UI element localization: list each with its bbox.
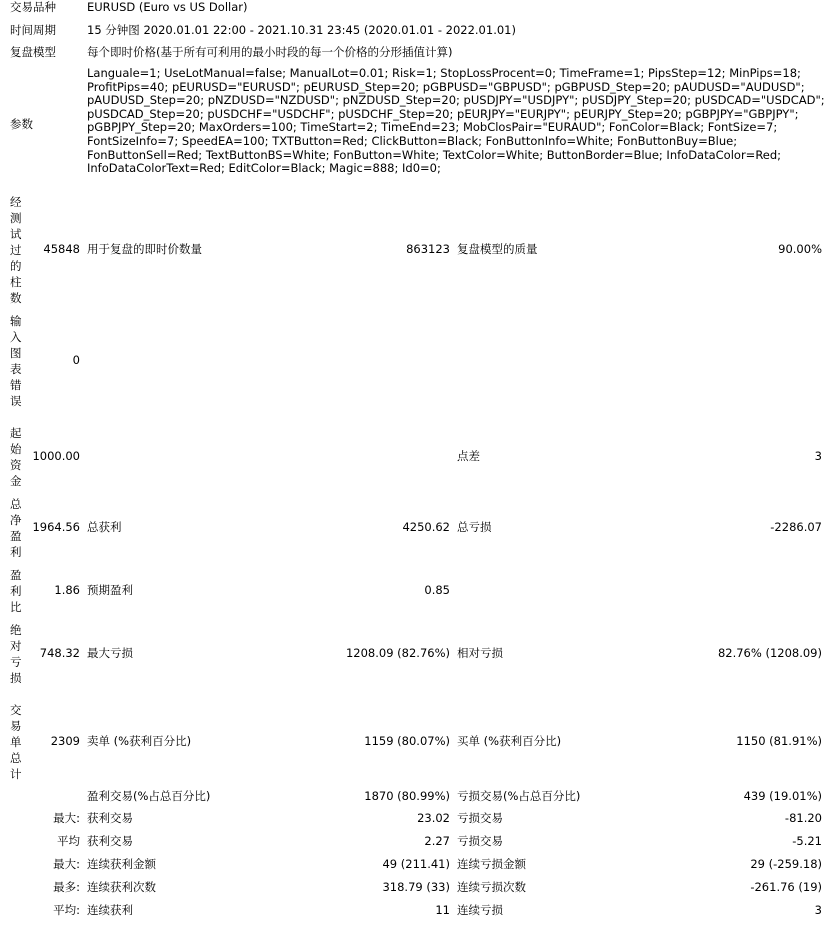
errors-value: 0 — [72, 353, 80, 367]
bars-value: 45848 — [43, 242, 80, 256]
deposit-value: 1000.00 — [32, 449, 80, 463]
short-positions-label: 卖单 (%获利百分比) — [87, 734, 192, 748]
average-prefix: 平均 — [57, 834, 80, 848]
average-profit-label: 获利交易 — [87, 834, 133, 848]
relative-drawdown-label: 相对亏损 — [457, 646, 503, 660]
absolute-drawdown-value: 748.32 — [39, 646, 80, 660]
max-consecutive-losses-label: 连续亏损金额 — [457, 857, 526, 871]
symbol-value: EURUSD (Euro vs US Dollar) — [87, 0, 248, 14]
largest-prefix: 最大: — [53, 811, 80, 825]
long-positions-label: 买单 (%获利百分比) — [457, 734, 562, 748]
short-positions-value: 1159 (80.07%) — [364, 734, 450, 748]
expected-payoff-value: 0.85 — [424, 583, 450, 597]
largest-loss-label: 亏损交易 — [457, 811, 503, 825]
quality-value: 90.00% — [778, 242, 822, 256]
profit-trades-value: 1870 (80.99%) — [364, 789, 450, 803]
expected-payoff-label: 预期盈利 — [87, 583, 133, 597]
max-consecutive-losses-value: 29 (-259.18) — [750, 857, 822, 871]
profit-factor-label: 盈利比 — [10, 568, 22, 614]
largest-loss-value: -81.20 — [784, 811, 822, 825]
net-profit-value: 1964.56 — [32, 520, 80, 534]
loss-trades-value: 439 (19.01%) — [743, 789, 822, 803]
spread-label: 点差 — [457, 449, 480, 463]
total-trades-label: 交易单总计 — [10, 703, 22, 781]
maximal-consecutive-profit-value: 318.79 (33) — [382, 880, 450, 894]
max-consecutive-wins-label: 连续获利金额 — [87, 857, 156, 871]
total-trades-value: 2309 — [50, 734, 80, 748]
profit-trades-label: 盈利交易(%占总百分比) — [87, 789, 211, 803]
maximal-consecutive-loss-label: 连续亏损次数 — [457, 880, 526, 894]
gross-profit-label: 总获利 — [87, 520, 122, 534]
ticks-value: 863123 — [406, 242, 450, 256]
period-label: 时间周期 — [10, 23, 56, 37]
errors-label: 输入图表错误 — [10, 314, 22, 408]
maximal-consecutive-loss-value: -261.76 (19) — [750, 880, 822, 894]
maximal-consecutive-prefix: 最多: — [53, 880, 80, 894]
maximal-consecutive-profit-label: 连续获利次数 — [87, 880, 156, 894]
largest-profit-value: 23.02 — [417, 811, 450, 825]
symbol-label: 交易品种 — [10, 0, 56, 14]
model-label: 复盘模型 — [10, 45, 56, 59]
loss-trades-label: 亏损交易(%占总百分比) — [457, 789, 581, 803]
long-positions-value: 1150 (81.91%) — [736, 734, 822, 748]
average-loss-label: 亏损交易 — [457, 834, 503, 848]
model-value: 每个即时价格(基于所有可利用的最小时段的每一个价格的分形插值计算) — [87, 45, 453, 59]
average-consecutive-wins-label: 连续获利 — [87, 903, 133, 917]
relative-drawdown-value: 82.76% (1208.09) — [717, 646, 822, 660]
ticks-label: 用于复盘的即时价数量 — [87, 242, 202, 256]
gross-profit-value: 4250.62 — [402, 520, 450, 534]
period-value: 15 分钟图 2020.01.01 22:00 - 2021.10.31 23:45 (2020.01.01 - 2022.01.01) — [87, 23, 516, 37]
deposit-label: 起始资金 — [10, 426, 22, 488]
average-loss-value: -5.21 — [792, 834, 822, 848]
gross-loss-value: -2286.07 — [770, 520, 822, 534]
average-consecutive-losses-value: 3 — [814, 903, 822, 917]
max-consecutive-prefix: 最大: — [53, 857, 80, 871]
absolute-drawdown-label: 绝对亏损 — [10, 623, 22, 685]
params-label: 参数 — [10, 117, 33, 131]
bars-label: 经测试过的柱数 — [10, 195, 22, 305]
average-consecutive-wins-value: 11 — [435, 903, 450, 917]
profit-factor-value: 1.86 — [54, 583, 80, 597]
average-consecutive-prefix: 平均: — [53, 903, 80, 917]
params-value: Languale=1; UseLotManual=false; ManualLot=0.01; Risk=1; StopLossProcent=0; TimeFrame=1; PipsStep=12; MinPips=18; ProfitPips=40; pEURUSD="EURUSD"; pEURUSD_Step=20; pGBPUSD="GBPUSD"; pGBPUSD_Step=20; pAUDUSD="AUDUSD"; pAUDUSD_Step=20; pNZDUSD="NZDUSD"; pNZDUSD_Step=20; pUSDJPY="USDJPY"; pUSDJPY_Step=20; pUSDCAD="USDCAD"; pUSDCAD_Step=20; pUSDCHF="USDCHF"; pUSDCHF_Step=20; pEURJPY="EURJPY"; pEURJPY_Step=20; pGBPJPY="GBPJPY"; pGBPJPY_Step=20; MaxOrders=100; TimeStart=2; TimeEnd=23; MobClosPair="EURAUD"; FonColor=Black; FontSize=7; FontSizeInfo=7; SpeedEA=100; TXTButton=Red; ClickButton=Black; FonButtonInfo=White; FonButtonBuy=Blue; FonButtonSell=Red; TextButtonBS=White; FonButton=White; TextColor=White; ButtonBorder=Blue; InfoDataColor=Red; InfoDataColorText=Red; EditColor=Black; Magic=888; Id0=0; — [87, 66, 825, 176]
average-consecutive-losses-label: 连续亏损 — [457, 903, 503, 917]
spread-value: 3 — [814, 449, 822, 463]
largest-profit-label: 获利交易 — [87, 811, 133, 825]
gross-loss-label: 总亏损 — [457, 520, 492, 534]
net-profit-label: 总净盈利 — [10, 497, 22, 559]
quality-label: 复盘模型的质量 — [457, 242, 538, 256]
max-drawdown-label: 最大亏损 — [87, 646, 133, 660]
average-profit-value: 2.27 — [424, 834, 450, 848]
max-drawdown-value: 1208.09 (82.76%) — [345, 646, 450, 660]
max-consecutive-wins-value: 49 (211.41) — [382, 857, 450, 871]
